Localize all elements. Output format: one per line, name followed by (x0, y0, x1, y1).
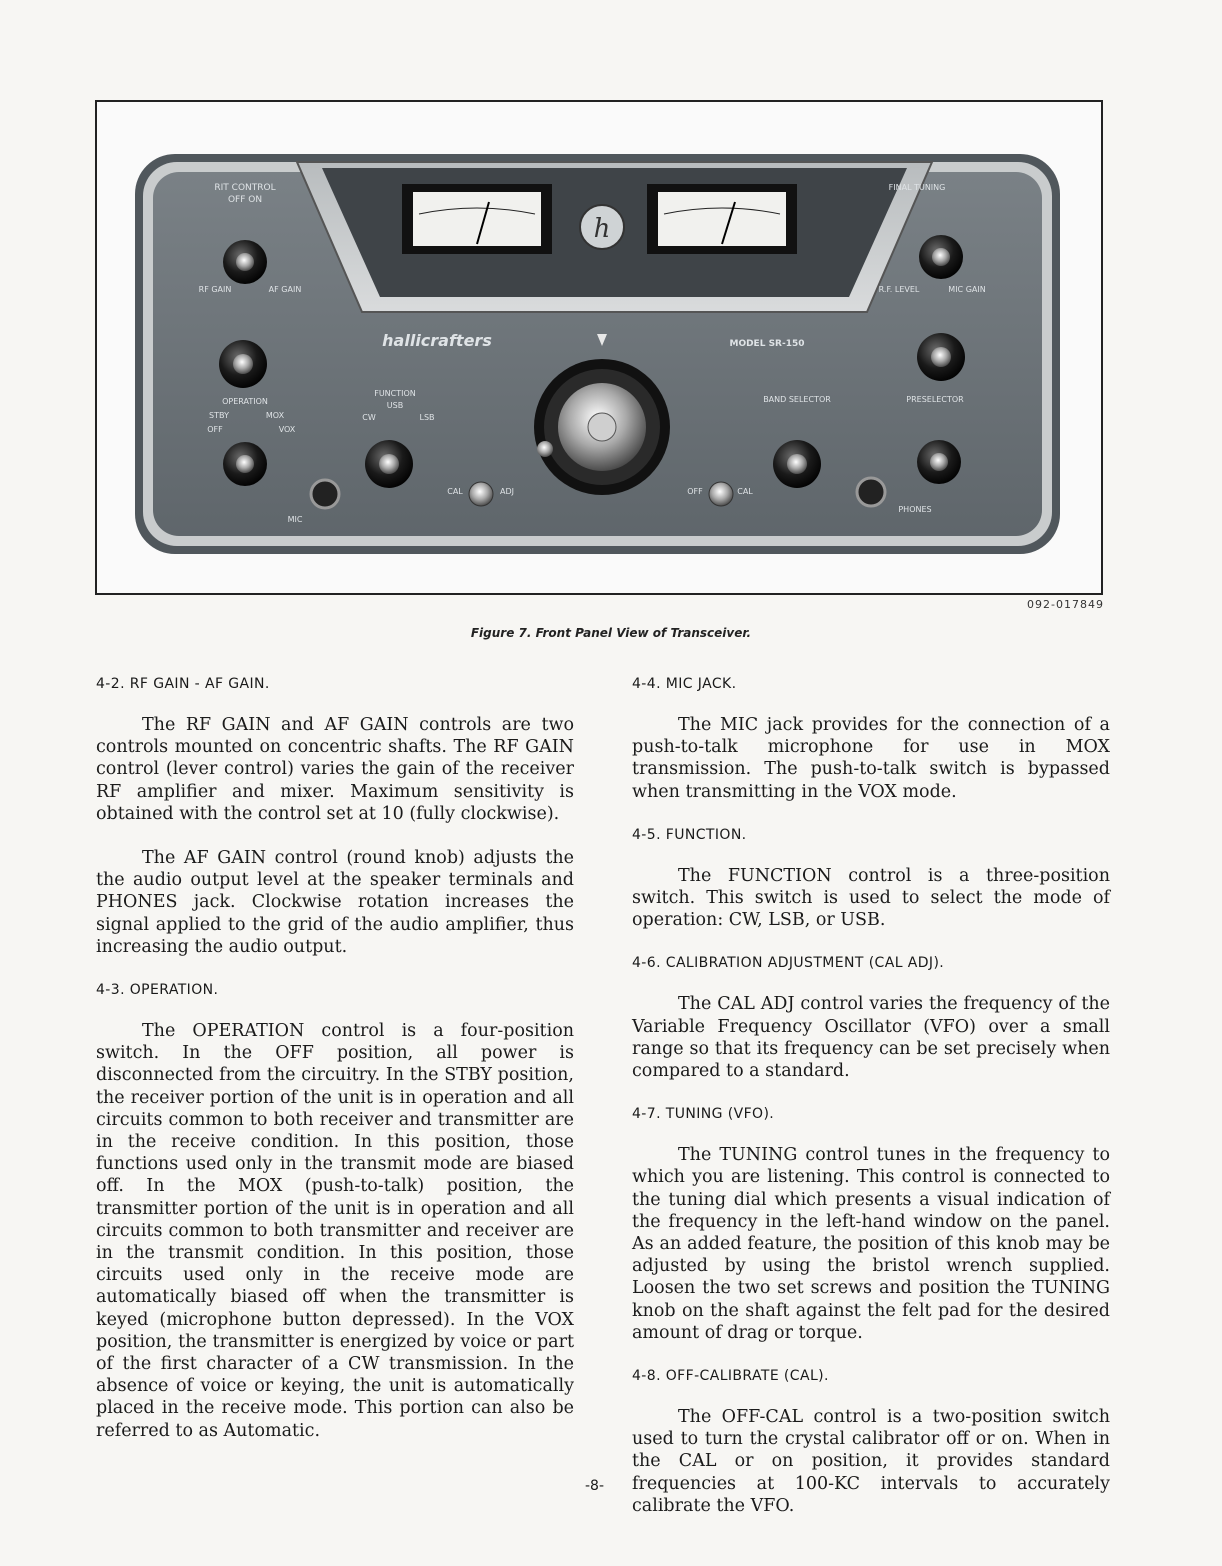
page-number: -8- (585, 1478, 605, 1494)
heading-4-8: 4-8. OFF-CALIBRATE (CAL). (632, 1368, 829, 1385)
heading-4-2: 4-2. RF GAIN - AF GAIN. (96, 676, 270, 692)
label-function: FUNCTION (374, 389, 416, 398)
left-column (96, 674, 574, 1464)
section-4-7 (632, 1104, 1110, 1344)
label-rf-level: R.F. LEVEL (878, 285, 920, 294)
label-off: OFF (207, 425, 223, 434)
mic-jack (311, 480, 339, 508)
heading-4-5: 4-5. FUNCTION. (632, 826, 747, 843)
heading-4-4: 4-4. MIC JACK. (632, 676, 737, 692)
label-rit-control: RIT CONTROL (214, 183, 276, 193)
label-final-tuning: FINAL TUNING (888, 183, 946, 192)
label-lsb: LSB (419, 413, 435, 422)
section-4-3 (96, 980, 574, 1442)
section-4-8 (632, 1366, 1110, 1517)
para-4-2-b: The AF GAIN control (round knob) adjusts the the audio output level at the speaker terminals and PHONES jack. Clockwise rotation increases the signal applied to the grid of the audio amplifier, thus increasing the audio output. (96, 848, 574, 957)
para-4-8: The OFF-CAL control is a two-position switch used to turn the crystal calibrator off or on. When in the CAL or on position, it provides standard frequencies at 100-KC intervals to accurately calibrate the VFO. (632, 1407, 1110, 1516)
section-4-5 (632, 825, 1110, 932)
para-4-6: The CAL ADJ control varies the frequency of the Variable Frequency Oscillator (VFO) over a small range so that its frequency can be set precisely when compared to a standard. (632, 994, 1110, 1082)
label-brand: hallicrafters (382, 331, 492, 350)
logo-h: h (593, 214, 611, 244)
label-mic-gain: MIC GAIN (948, 285, 986, 294)
label-vox: VOX (278, 425, 296, 434)
section-4-6 (632, 953, 1110, 1082)
figure-caption: Figure 7. Front Panel View of Transceiver. (470, 626, 752, 640)
label-rit-off-on: OFF ON (227, 195, 263, 205)
label-cw: CW (362, 413, 376, 422)
label-phones: PHONES (898, 505, 932, 514)
phones-jack (857, 478, 885, 506)
label-operation: OPERATION (222, 397, 268, 406)
figure-frame (95, 100, 1103, 595)
transceiver-photo (97, 102, 1101, 593)
label-adj: ADJ (500, 487, 514, 496)
label-band-selector: BAND SELECTOR (763, 395, 831, 404)
cal-adj-knob (469, 482, 493, 506)
heading-4-6: 4-6. CALIBRATION ADJUSTMENT (CAL ADJ). (632, 955, 945, 972)
label-usb: USB (386, 401, 404, 410)
label-cal: CAL (447, 487, 463, 496)
off-cal-switch (709, 482, 733, 506)
figure-number: 092-017849 (1027, 598, 1104, 611)
para-4-7: The TUNING control tunes in the frequency to which you are listening. This control is connected to the tuning dial which presents a visual indication of the frequency in the left-hand window on the panel. As an added feature, the position of this knob may be adjusted by using the bristol wrench supplied. Loosen the two set screws and position the TUNING knob on the shaft against the felt pad for the desired amount of drag or torque. (632, 1145, 1110, 1343)
label-preselector: PRESELECTOR (906, 395, 964, 404)
label-mox: MOX (265, 411, 285, 420)
label-mic: MIC (287, 515, 303, 524)
label-off-cal-cal: CAL (737, 487, 753, 496)
heading-4-7: 4-7. TUNING (VFO). (632, 1106, 775, 1123)
para-4-2-a: The RF GAIN and AF GAIN controls are two controls mounted on concentric shafts. The RF GAIN control (lever control) varies the gain of the receiver RF amplifier and mixer. Maximum sensitivity is obtained with the control set at 10 (fully clockwise). (96, 715, 574, 824)
heading-4-3: 4-3. OPERATION. (96, 982, 219, 999)
para-4-5: The FUNCTION control is a three-position switch. This switch is used to select the mode of operation: CW, LSB, or USB. (632, 865, 1110, 931)
label-model: MODEL SR-150 (729, 339, 805, 349)
label-stby: STBY (209, 411, 229, 420)
para-4-3: The OPERATION control is a four-position switch. In the OFF position, all power is disconnected from the circuitry. In the STBY position, the receiver portion of the unit is in operation and all circuits common to both receiver and transmitter are in the receive condition. In this position, those functions used only in the transmit mode are biased off. In the MOX (push-to-talk) position, the transmitter portion of the unit is in operation and all circuits common to both transmitter and receiver are in the transmit condition. In this position, those circuits used only in the receive mode are automatically biased off when the transmitter is keyed (microphone button depressed). In the VOX position, the transmitter is energized by voice or part of the first character of a CW transmission. In the absence of voice or keying, the unit is automatically placed in the receive mode. This portion can also be referred to as Automatic. (96, 1021, 574, 1441)
para-4-4: The MIC jack provides for the connection of a push-to-talk microphone for use in MOX transmission. The push-to-talk switch is bypassed when transmitting in the VOX mode. (632, 715, 1110, 802)
label-af-gain: AF GAIN (268, 285, 302, 294)
label-rf-gain: RF GAIN (198, 285, 232, 294)
section-4-4 (632, 674, 1110, 803)
label-off-cal-off: OFF (687, 487, 703, 496)
section-4-2 (96, 674, 574, 958)
right-column (632, 674, 1110, 1539)
